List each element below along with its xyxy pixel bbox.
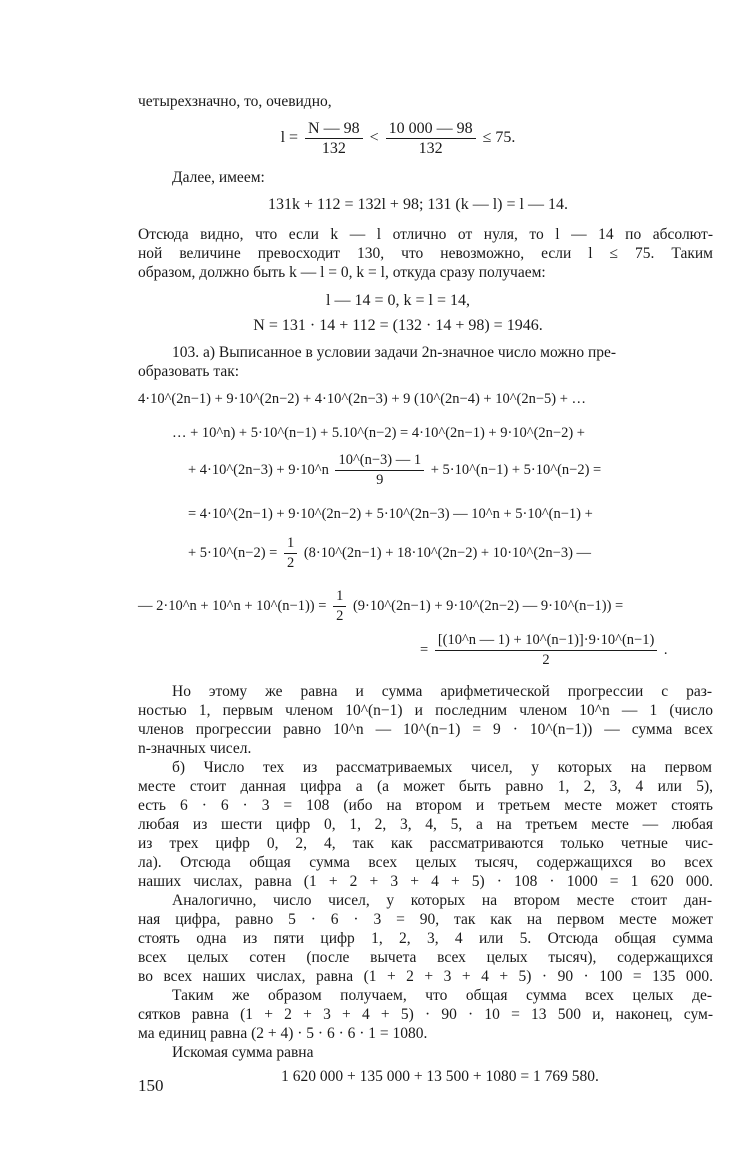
math-row-6-denominator: 2 [336, 608, 344, 624]
math-row-5-part-a: + 5·10^(n−2) = [188, 544, 278, 561]
math-row-6-numerator: 1 [333, 588, 346, 607]
math-row-3-fraction [335, 452, 424, 489]
problem-103-line: 103. а) Выписанное в условии задачи 2n-значное число можно пре- [172, 344, 617, 361]
para4-line: стоять одна из пяти цифр 1, 2, 3, 4 или 5. Отсюда общая сумма [138, 930, 713, 947]
final-label: Искомая сумма равна [172, 1044, 314, 1061]
para1-line: Отсюда видно, что если k — l отлично от нуля, то l — 14 по абсолют- [138, 226, 713, 243]
math-row-5-denominator: 2 [286, 555, 295, 571]
intro-line: четырехзначно, то, очевидно, [138, 93, 332, 110]
math-row-7-prefix: = [420, 641, 429, 658]
math-row-5-numerator: 1 [284, 535, 297, 554]
para3-line: месте стоит данная цифра a (a может быть равно 1, 2, 3, 4 или 5), [138, 778, 713, 795]
fraction-1-denominator: 132 [321, 140, 346, 157]
para3-line: б) Число тех из рассматриваемых чисел, у которых на первом [172, 759, 712, 776]
math-row-7-denominator: 2 [542, 652, 550, 668]
para3-line: наших числах, равна (1 + 2 + 3 + 4 + 5) · 108 · 1000 = 1 620 000. [138, 873, 713, 890]
fraction-2-numerator: 10 000 — 98 [386, 120, 476, 139]
para4-line: ная цифра, равно 5 · 6 · 3 = 90, так как на первом месте может [138, 911, 713, 928]
para3-line: из трех цифр 0, 2, 4, так как рассматриваются только четные чис- [138, 835, 713, 852]
para3-line: любая из шести цифр 0, 1, 2, 3, 4, 5, а на третьем месте — любая [138, 816, 713, 833]
para4-line: во всех наших числах, равна (1 + 2 + 3 + 4 + 5) · 90 · 100 = 135 000. [138, 968, 713, 985]
math-row-5 [188, 535, 713, 572]
math-row-3-denominator: 9 [376, 472, 384, 488]
fraction-2 [386, 120, 476, 157]
eq-l-prefix: l = [280, 129, 299, 147]
fraction-1-numerator: N — 98 [305, 120, 363, 139]
math-row-4: = 4·10^(2n−1) + 9·10^(2n−2) + 5·10^(2n−3) — 10^n + 5·10^(n−1) + [188, 506, 593, 522]
math-row-7-numerator: [(10^n — 1) + 10^(n−1)]·9·10^(n−1) [435, 632, 657, 651]
para1-line: ной величине превосходит 130, что невозможно, если l ≤ 75. Таким [138, 245, 713, 262]
para4-line: Аналогично, число чисел, у которых на втором месте стоит дан- [172, 892, 712, 909]
para5-line: Таким же образом получаем, что общая сумма всех целых де- [172, 987, 712, 1004]
result-equation-2: N = 131 · 14 + 112 = (132 · 14 + 98) = 1946. [253, 317, 543, 334]
math-row-5-fraction [284, 535, 297, 572]
fraction-1 [305, 120, 363, 157]
eq-l-suffix: ≤ 75. [482, 129, 516, 147]
math-row-2: … + 10^n) + 5·10^(n−1) + 5.10^(n−2) = 4·10^(2n−1) + 9·10^(2n−2) + [172, 425, 585, 441]
less-than-sign: < [369, 129, 379, 147]
math-row-1: 4·10^(2n−1) + 9·10^(2n−2) + 4·10^(2n−3) + 9 (10^(2n−4) + 10^(2n−5) + … [138, 391, 587, 407]
math-row-7 [420, 632, 713, 669]
final-equation: 1 620 000 + 135 000 + 13 500 + 1080 = 1 769 580. [281, 1068, 599, 1085]
math-row-6 [138, 588, 713, 625]
para2-line: n-значных чисел. [138, 740, 252, 757]
inequality-equation [138, 120, 658, 157]
para3-line: есть 6 · 6 · 3 = 108 (ибо на втором и третьем месте может стоять [138, 797, 713, 814]
math-row-3-part-b: + 5·10^(n−1) + 5·10^(n−2) = [430, 461, 602, 478]
math-row-3-numerator: 10^(n−3) — 1 [335, 452, 424, 471]
para5-line: сятков равна (1 + 2 + 3 + 4 + 5) · 90 · 10 = 13 500 и, наконец, сум- [138, 1006, 713, 1023]
k-equation: 131k + 112 = 132l + 98; 131 (k — l) = l — 14. [268, 196, 568, 213]
math-row-6-part-b: (9·10^(2n−1) + 9·10^(2n−2) — 9·10^(n−1)) = [352, 597, 624, 614]
para1-line: образом, должно быть k — l = 0, k = l, откуда сразу получаем: [138, 264, 546, 281]
problem-103-line: образовать так: [138, 363, 240, 380]
math-row-7-fraction [435, 632, 657, 669]
math-row-3 [188, 452, 713, 489]
math-row-6-part-a: — 2·10^n + 10^n + 10^(n−1)) = [138, 597, 327, 614]
fraction-2-denominator: 132 [418, 140, 443, 157]
math-row-6-fraction [333, 588, 346, 625]
further-line: Далее, имеем: [172, 169, 265, 186]
para2-line: членов прогрессии равно 10^n — 10^(n−1) = 9 · 10^(n−1)) — сумма всех [138, 721, 713, 738]
para4-line: всех целых сотен (после вычета всех целых тысяч), содержащихся [138, 949, 713, 966]
para2-line: Но этому же равна и сумма арифметической прогрессии с раз- [172, 683, 712, 700]
result-equation-1: l — 14 = 0, k = l = 14, [326, 292, 470, 309]
math-row-3-part-a: + 4·10^(2n−3) + 9·10^n [188, 461, 329, 478]
math-row-5-part-b: (8·10^(2n−1) + 18·10^(2n−2) + 10·10^(2n−3) — [303, 544, 592, 561]
para3-line: ла). Отсюда общая сумма всех целых тысяч, содержащихся во всех [138, 854, 713, 871]
page-number: 150 [138, 1076, 164, 1095]
math-row-7-suffix: . [663, 641, 668, 658]
para5-line: ма единиц равна (2 + 4) · 5 · 6 · 6 · 1 = 1080. [138, 1025, 428, 1042]
para2-line: ностью 1, первым членом 10^(n−1) и последним членом 10^n — 1 (число [138, 702, 713, 719]
